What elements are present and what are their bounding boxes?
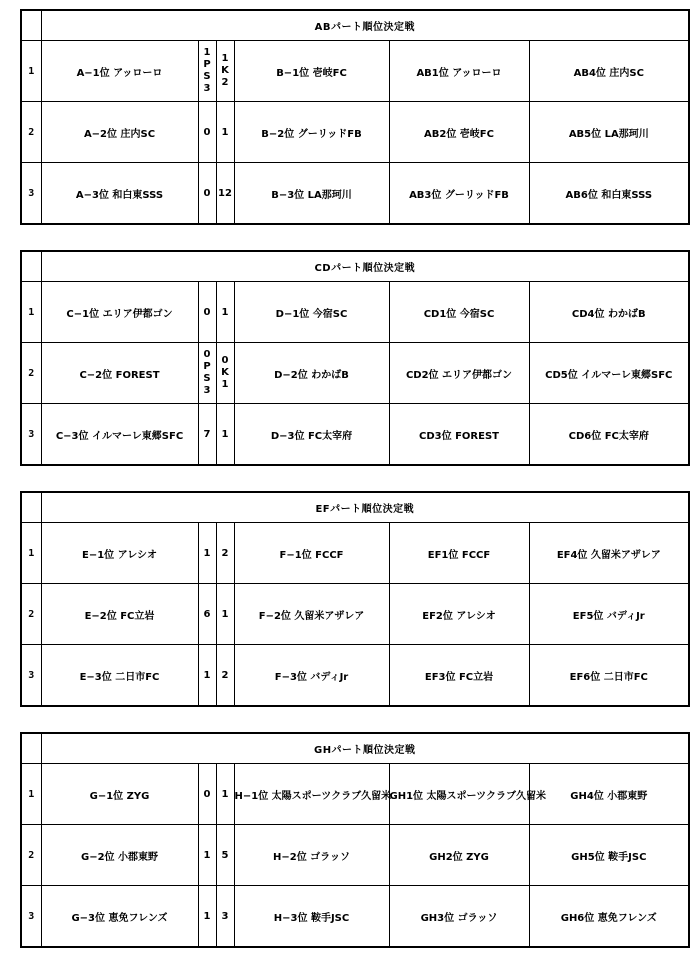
score-left: 0 — [198, 102, 216, 163]
left-team: A−1位 アッローロ — [41, 41, 198, 102]
table-row — [21, 645, 689, 707]
right-team: D−1位 今宿SC — [234, 282, 389, 343]
score-left-text: 1PS3 — [203, 47, 211, 94]
left-team: C−1位 エリア伊都ゴン — [41, 282, 198, 343]
rank-number: 2 — [21, 343, 41, 404]
header-blank-cell — [21, 10, 41, 41]
score-left: 1 — [198, 886, 216, 948]
score-right: 3 — [216, 886, 234, 948]
result-cell-1: CD3位 FOREST — [389, 404, 529, 466]
result-cell-1: CD1位 今宿SC — [389, 282, 529, 343]
score-left: 1 — [198, 825, 216, 886]
score-left: 1 — [198, 645, 216, 707]
result-cell-1: CD2位 エリア伊都ゴン — [389, 343, 529, 404]
table-row — [21, 163, 689, 225]
table-row — [21, 825, 689, 886]
result-cell-2: AB6位 和白東SSS — [529, 163, 689, 225]
header-row — [21, 492, 689, 523]
table-row — [21, 102, 689, 163]
score-left-text: 0PS3 — [203, 349, 211, 396]
header-row — [21, 251, 689, 282]
score-right: 2 — [216, 645, 234, 707]
bracket-table — [20, 9, 690, 225]
left-team: E−3位 二日市FC — [41, 645, 198, 707]
right-team: H−2位 ゴラッソ — [234, 825, 389, 886]
score-left: 0 — [198, 282, 216, 343]
rank-number: 1 — [21, 523, 41, 584]
left-team: G−3位 恵免フレンズ — [41, 886, 198, 948]
block-title: ABパート順位決定戦 — [41, 10, 689, 41]
table-row — [21, 886, 689, 948]
result-cell-2: AB4位 庄内SC — [529, 41, 689, 102]
rank-number: 2 — [21, 102, 41, 163]
right-team: F−3位 バディJr — [234, 645, 389, 707]
table-row — [21, 584, 689, 645]
score-left: 6 — [198, 584, 216, 645]
result-cell-2: EF5位 バディJr — [529, 584, 689, 645]
result-cell-2: GH5位 鞍手JSC — [529, 825, 689, 886]
left-team: G−1位 ZYG — [41, 764, 198, 825]
header-row — [21, 10, 689, 41]
table-row — [21, 41, 689, 102]
score-right-text: 1K2 — [221, 53, 229, 88]
score-right: 1 — [216, 102, 234, 163]
result-cell-1: EF3位 FC立岩 — [389, 645, 529, 707]
score-right: 1 — [216, 584, 234, 645]
right-team: B−2位 グーリッドFB — [234, 102, 389, 163]
result-cell-1: AB1位 アッローロ — [389, 41, 529, 102]
score-right: 5 — [216, 825, 234, 886]
right-team: D−3位 FC太宰府 — [234, 404, 389, 466]
score-right — [216, 343, 234, 404]
score-left: 1 — [198, 523, 216, 584]
header-blank-cell — [21, 251, 41, 282]
score-right: 1 — [216, 404, 234, 466]
rank-number: 3 — [21, 404, 41, 466]
rank-number: 1 — [21, 764, 41, 825]
left-team: G−2位 小郡東野 — [41, 825, 198, 886]
score-right: 1 — [216, 282, 234, 343]
table-row — [21, 343, 689, 404]
left-team: A−3位 和白東SSS — [41, 163, 198, 225]
score-left: 0 — [198, 163, 216, 225]
score-left: 0 — [198, 764, 216, 825]
score-left — [198, 41, 216, 102]
block-title: EFパート順位決定戦 — [41, 492, 689, 523]
rank-number: 2 — [21, 584, 41, 645]
result-cell-1: GH2位 ZYG — [389, 825, 529, 886]
result-cell-1: EF1位 FCCF — [389, 523, 529, 584]
bracket-block — [20, 9, 688, 225]
bracket-block — [20, 491, 688, 707]
bracket-block — [20, 250, 688, 466]
rank-number: 1 — [21, 41, 41, 102]
rank-number: 1 — [21, 282, 41, 343]
right-team: H−1位 太陽スポーツクラブ久留米 — [234, 764, 389, 825]
table-row — [21, 523, 689, 584]
rank-number: 3 — [21, 163, 41, 225]
result-cell-1: AB3位 グーリッドFB — [389, 163, 529, 225]
rank-number: 3 — [21, 645, 41, 707]
table-row — [21, 404, 689, 466]
score-right: 1 — [216, 764, 234, 825]
result-cell-2: CD4位 わかばB — [529, 282, 689, 343]
result-cell-1: GH1位 太陽スポーツクラブ久留米 — [389, 764, 529, 825]
score-right: 12 — [216, 163, 234, 225]
score-right: 2 — [216, 523, 234, 584]
right-team: F−1位 FCCF — [234, 523, 389, 584]
block-title: GHパート順位決定戦 — [41, 733, 689, 764]
result-cell-2: CD5位 イルマーレ東郷SFC — [529, 343, 689, 404]
result-cell-2: EF6位 二日市FC — [529, 645, 689, 707]
right-team: H−3位 鞍手JSC — [234, 886, 389, 948]
result-cell-2: GH6位 恵免フレンズ — [529, 886, 689, 948]
bracket-block — [20, 732, 688, 948]
right-team: B−1位 壱岐FC — [234, 41, 389, 102]
bracket-table — [20, 250, 690, 466]
result-cell-2: GH4位 小郡東野 — [529, 764, 689, 825]
left-team: A−2位 庄内SC — [41, 102, 198, 163]
right-team: D−2位 わかばB — [234, 343, 389, 404]
block-title: CDパート順位決定戦 — [41, 251, 689, 282]
table-row — [21, 764, 689, 825]
header-blank-cell — [21, 492, 41, 523]
score-left — [198, 343, 216, 404]
right-team: B−3位 LA那珂川 — [234, 163, 389, 225]
bracket-table — [20, 491, 690, 707]
rank-number: 2 — [21, 825, 41, 886]
left-team: C−3位 イルマーレ東郷SFC — [41, 404, 198, 466]
bracket-table — [20, 732, 690, 948]
score-left: 7 — [198, 404, 216, 466]
right-team: F−2位 久留米アザレア — [234, 584, 389, 645]
result-cell-1: GH3位 ゴラッソ — [389, 886, 529, 948]
result-cell-2: EF4位 久留米アザレア — [529, 523, 689, 584]
score-right-text: 0K1 — [221, 355, 229, 390]
rank-number: 3 — [21, 886, 41, 948]
result-cell-1: EF2位 アレシオ — [389, 584, 529, 645]
header-blank-cell — [21, 733, 41, 764]
result-cell-2: CD6位 FC太宰府 — [529, 404, 689, 466]
left-team: E−1位 アレシオ — [41, 523, 198, 584]
left-team: E−2位 FC立岩 — [41, 584, 198, 645]
left-team: C−2位 FOREST — [41, 343, 198, 404]
result-cell-1: AB2位 壱岐FC — [389, 102, 529, 163]
table-row — [21, 282, 689, 343]
header-row — [21, 733, 689, 764]
score-right — [216, 41, 234, 102]
result-cell-2: AB5位 LA那珂川 — [529, 102, 689, 163]
